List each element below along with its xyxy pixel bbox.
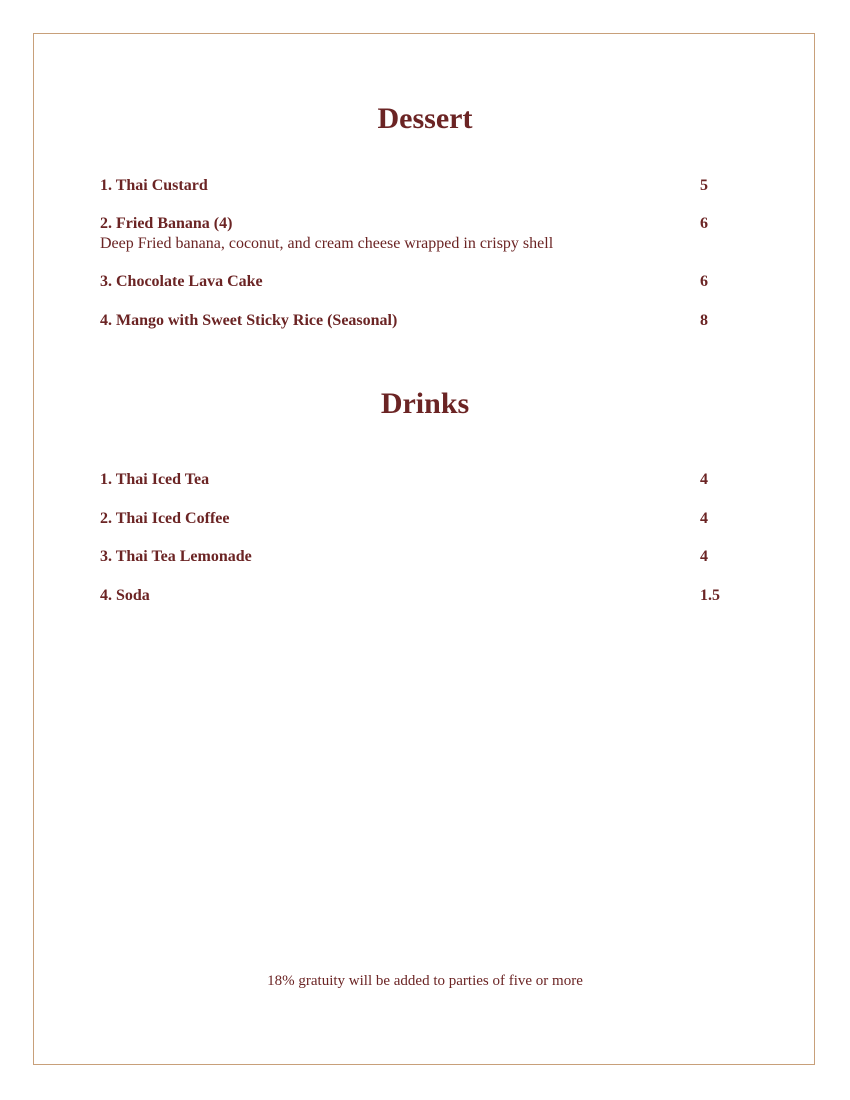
menu-item-thai-tea-lemonade — [100, 547, 740, 567]
item-price: 6 — [700, 215, 708, 232]
item-name: 3. Chocolate Lava Cake — [100, 273, 263, 290]
dessert-title: Dessert — [377, 102, 473, 135]
menu-item-thai-iced-tea — [100, 470, 740, 490]
item-price: 5 — [700, 177, 708, 194]
item-price: 1.5 — [700, 587, 720, 604]
menu-item-fried-banana — [100, 214, 740, 254]
menu-item-mango-sticky-rice — [100, 311, 740, 331]
item-description: Deep Fried banana, coconut, and cream cheese wrapped in crispy shell — [100, 235, 554, 252]
item-name: 1. Thai Iced Tea — [100, 471, 210, 488]
item-price: 4 — [700, 548, 708, 565]
menu-item-soda — [100, 586, 740, 606]
menu-item-thai-custard — [100, 176, 740, 196]
menu-item-thai-iced-coffee — [100, 509, 740, 529]
item-price: 8 — [700, 312, 708, 329]
item-name: 4. Mango with Sweet Sticky Rice (Seasonal) — [100, 312, 398, 329]
menu-item-chocolate-lava-cake — [100, 272, 740, 292]
drinks-title: Drinks — [380, 387, 470, 420]
gratuity-note: 18% gratuity will be added to parties of five or more — [267, 973, 583, 989]
item-name: 3. Thai Tea Lemonade — [100, 548, 252, 565]
item-name: 2. Thai Iced Coffee — [100, 510, 230, 527]
item-name: 2. Fried Banana (4) — [100, 215, 233, 232]
item-price: 4 — [700, 471, 708, 488]
item-price: 6 — [700, 273, 708, 290]
item-name: 4. Soda — [100, 587, 150, 604]
item-name: 1. Thai Custard — [100, 177, 208, 194]
item-price: 4 — [700, 510, 708, 527]
